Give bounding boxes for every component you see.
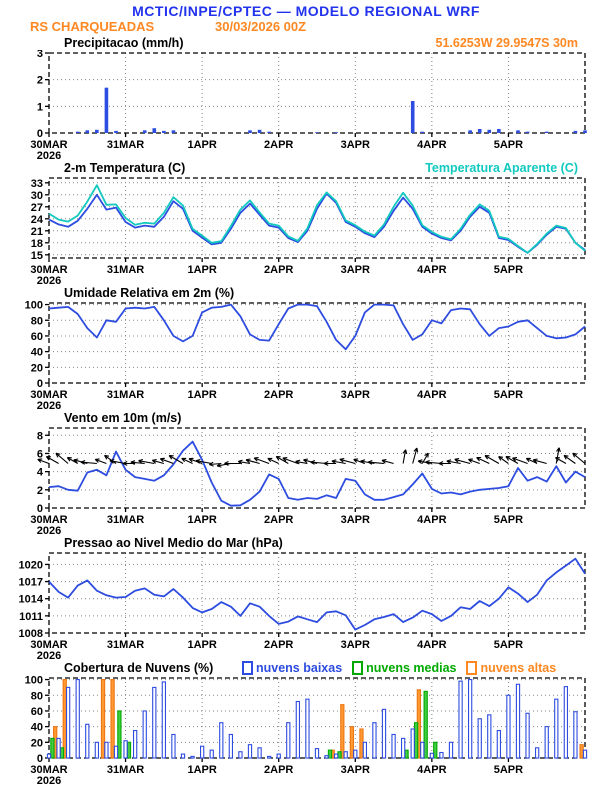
svg-text:2APR: 2APR [264,764,294,776]
model-run-datetime: 30/03/2026 00Z [215,19,307,34]
svg-text:1: 1 [36,101,43,114]
svg-text:0: 0 [36,378,43,390]
svg-text:4APR: 4APR [417,514,447,526]
svg-text:31MAR: 31MAR [106,764,145,776]
svg-text:3APR: 3APR [340,389,370,401]
svg-text:5APR: 5APR [493,139,524,151]
svg-text:3APR: 3APR [340,514,370,526]
svg-text:4APR: 4APR [417,139,447,151]
svg-text:15: 15 [30,249,43,262]
svg-text:6: 6 [36,448,43,461]
svg-text:31MAR: 31MAR [106,264,145,276]
svg-text:100: 100 [24,300,43,312]
svg-text:2026: 2026 [36,525,62,535]
station-coordinates: 51.6253W 29.9547S 30m [435,36,578,50]
svg-text:2026: 2026 [36,400,62,410]
svg-text:31MAR: 31MAR [106,389,145,401]
svg-text:60: 60 [30,705,43,718]
precipitation-plot [0,50,612,160]
svg-text:3APR: 3APR [340,264,370,276]
header-subrow [0,19,612,35]
svg-text:3: 3 [36,50,43,60]
svg-text:33: 33 [30,177,43,190]
svg-text:1APR: 1APR [187,639,217,651]
svg-text:1APR: 1APR [187,514,217,526]
temperature-plot [0,175,612,285]
low-clouds-swatch-icon [242,661,253,675]
page-title: MCTIC/INPE/CPTEC — MODELO REGIONAL WRF [132,3,480,19]
svg-text:27: 27 [30,201,43,214]
svg-text:31MAR: 31MAR [106,639,145,651]
svg-text:1017: 1017 [18,576,43,589]
svg-text:2APR: 2APR [264,514,294,526]
svg-text:2APR: 2APR [264,639,294,651]
legend-item-low-clouds [242,661,342,675]
wind-plot [0,425,612,535]
panel-title-clouds: Cobertura de Nuvens (%) [64,661,214,675]
mid-clouds-label: nuvens medias [366,661,457,675]
svg-text:100: 100 [24,675,43,687]
svg-text:0: 0 [36,128,43,140]
svg-text:1APR: 1APR [187,139,217,151]
svg-text:18: 18 [30,237,43,250]
panel-title-precipitation: Precipitacao (mm/h) [64,36,184,50]
svg-text:31MAR: 31MAR [106,139,145,151]
svg-text:5APR: 5APR [493,764,524,776]
svg-text:20: 20 [30,362,43,375]
svg-text:2: 2 [36,484,43,497]
svg-text:80: 80 [30,315,43,328]
panel-humidity [0,285,612,410]
svg-text:2026: 2026 [36,150,62,160]
svg-text:0: 0 [36,753,43,765]
svg-text:2: 2 [36,74,43,87]
panel-clouds [0,660,612,785]
legend-item-mid-clouds [352,661,456,675]
svg-text:30MAR: 30MAR [30,639,68,651]
high-clouds-label: nuvens altas [480,661,557,675]
cloud-cover-plot [0,675,612,785]
svg-text:4APR: 4APR [417,389,447,401]
svg-text:4: 4 [36,466,43,479]
svg-text:2APR: 2APR [264,139,294,151]
svg-text:2APR: 2APR [264,264,294,276]
svg-text:4APR: 4APR [417,639,447,651]
svg-text:30MAR: 30MAR [30,389,68,401]
panel-title-humidity: Umidade Relativa em 2m (%) [64,286,235,300]
svg-text:31MAR: 31MAR [106,514,145,526]
svg-text:21: 21 [30,225,43,238]
svg-text:2026: 2026 [36,275,62,285]
svg-text:0: 0 [36,503,43,515]
panel-title-temperature: 2-m Temperatura (C) [64,161,186,175]
svg-text:80: 80 [30,690,43,703]
svg-text:30MAR: 30MAR [30,514,68,526]
svg-text:4APR: 4APR [417,264,447,276]
svg-text:5APR: 5APR [493,264,524,276]
humidity-plot [0,300,612,410]
svg-text:30MAR: 30MAR [30,764,68,776]
svg-text:1APR: 1APR [187,264,217,276]
legend-item-high-clouds [466,661,556,675]
pressure-plot [0,550,612,660]
low-clouds-label: nuvens baixas [256,661,343,675]
svg-text:3APR: 3APR [340,764,370,776]
svg-text:1008: 1008 [18,628,43,640]
svg-text:1APR: 1APR [187,389,217,401]
svg-text:5APR: 5APR [493,389,524,401]
svg-text:30: 30 [30,189,43,202]
panel-title-wind: Vento em 10m (m/s) [64,411,182,425]
svg-text:20: 20 [30,737,43,750]
svg-text:4APR: 4APR [417,764,447,776]
svg-text:30MAR: 30MAR [30,264,68,276]
apparent-temperature-label: Temperatura Aparente (C) [425,161,578,175]
panel-temperature [0,160,612,285]
svg-text:3APR: 3APR [340,639,370,651]
svg-text:24: 24 [30,213,43,226]
panel-wind [0,410,612,535]
svg-text:40: 40 [30,721,43,734]
svg-text:1014: 1014 [18,593,43,606]
svg-text:2026: 2026 [36,650,62,660]
svg-text:2APR: 2APR [264,389,294,401]
panel-pressure [0,535,612,660]
svg-text:8: 8 [36,430,43,443]
svg-text:5APR: 5APR [493,639,524,651]
svg-text:1020: 1020 [18,559,43,572]
svg-text:1011: 1011 [19,610,43,623]
station-name: RS CHARQUEADAS [30,19,155,34]
svg-text:5APR: 5APR [493,514,524,526]
panel-title-pressure: Pressao ao Nivel Medio do Mar (hPa) [64,536,283,550]
cloud-legend [242,661,556,675]
svg-text:2026: 2026 [36,775,62,785]
high-clouds-swatch-icon [466,661,477,675]
svg-text:3APR: 3APR [340,139,370,151]
panel-precipitation [0,35,612,160]
mid-clouds-swatch-icon [352,661,363,675]
svg-text:1APR: 1APR [187,764,217,776]
svg-text:30MAR: 30MAR [30,139,68,151]
svg-text:60: 60 [30,330,43,343]
svg-text:40: 40 [30,346,43,359]
